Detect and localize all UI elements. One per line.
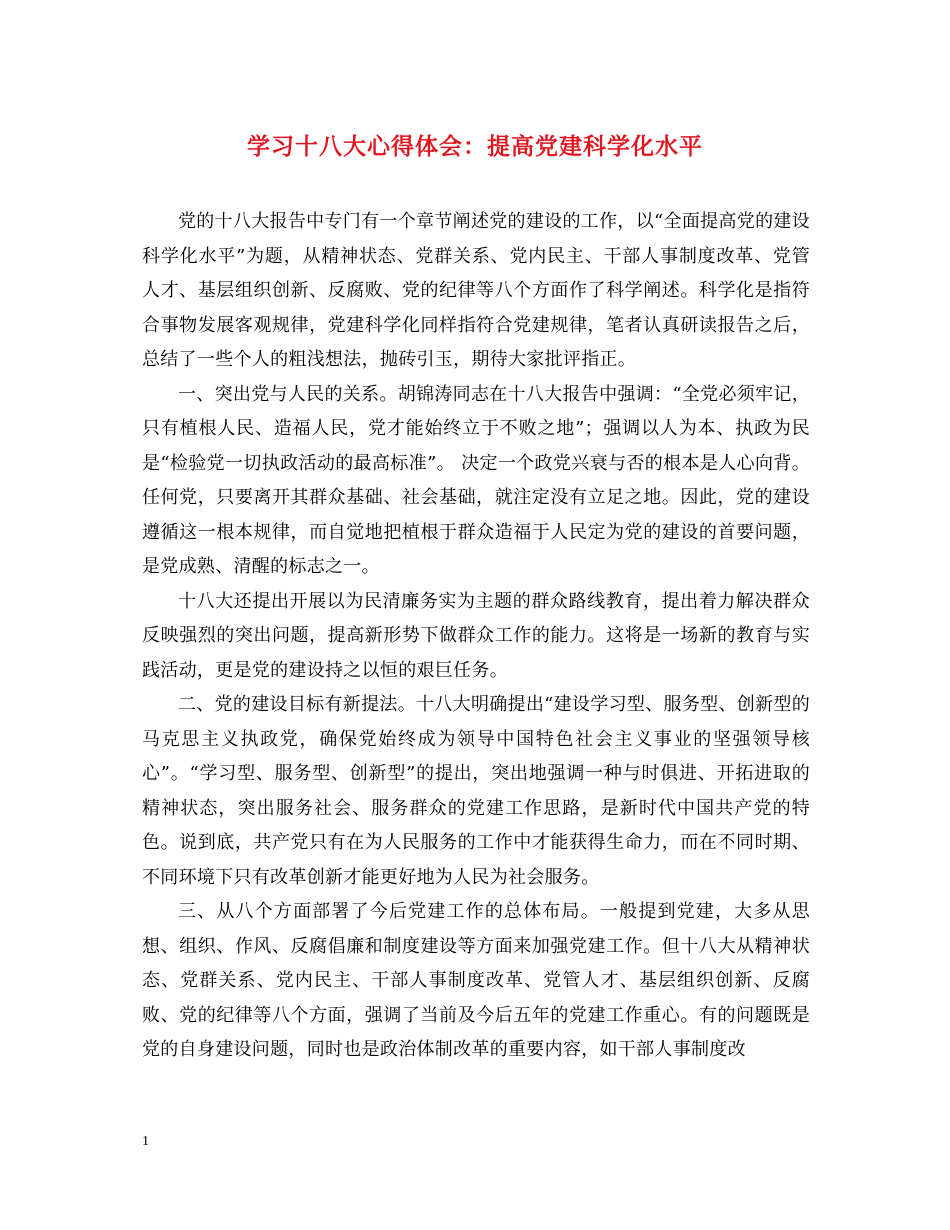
- paragraph-section-one: 一、突出党与人民的关系。胡锦涛同志在十八大报告中强调：“全党必须牢记，只有植根人民、造福人民，党才能始终立于不败之地”；强调以人为本、执政为民是“检验党一切执政活动的最高标准”。 决定一个政党兴衰与否的根本是人心向背。任何党，只要离开其群众基础、社会基础，就注定没有立足之地。因此，党的建设遵循这一根本规律，而自觉地把植根于群众造福于人民定为党的建设的首要问题，是党成熟、清醒的标志之一。: [142, 383, 810, 577]
- page-number: 1: [142, 1134, 149, 1149]
- document-body: [142, 205, 810, 1068]
- paragraph-section-two: 二、党的建设目标有新提法。十八大明确提出“建设学习型、服务型、创新型的马克思主义执政党，确保党始终成为领导中国特色社会主义事业的坚强领导核心”。“学习型、服务型、创新型”的提出，突出地强调一种与时俱进、开拓进取的精神状态，突出服务社会、服务群众的党建工作思路，是新时代中国共产党的特色。说到底，共产党只有在为人民服务的工作中才能获得生命力，而在不同时期、不同环境下只有改革创新才能更好地为人民为社会服务。: [142, 694, 810, 888]
- paragraph-intro: 党的十八大报告中专门有一个章节阐述党的建设的工作，以“全面提高党的建设科学化水平”为题，从精神状态、党群关系、党内民主、干部人事制度改革、党管人才、基层组织创新、反腐败、党的纪律等八个方面作了科学阐述。科学化是指符合事物发展客观规律，党建科学化同样指符合党建规律，笔者认真研读报告之后，总结了一些个人的粗浅想法，抛砖引玉，期待大家批评指正。: [142, 211, 810, 370]
- paragraph-section-three: 三、从八个方面部署了今后党建工作的总体布局。一般提到党建，大多从思想、组织、作风、反腐倡廉和制度建设等方面来加强党建工作。但十八大从精神状态、党群关系、党内民主、干部人事制度改革、党管人才、基层组织创新、反腐败、党的纪律等八个方面，强调了当前及今后五年的党建工作重心。有的问题既是党的自身建设问题，同时也是政治体制改革的重要内容，如干部人事制度改: [142, 901, 810, 1060]
- document-title: 学习十八大心得体会：提高党建科学化水平: [247, 133, 703, 160]
- paragraph-mass-line: 十八大还提出开展以为民清廉务实为主题的群众路线教育，提出着力解决群众反映强烈的突出问题，提高新形势下做群众工作的能力。这将是一场新的教育与实践活动，更是党的建设持之以恒的艰巨任务。: [142, 590, 810, 681]
